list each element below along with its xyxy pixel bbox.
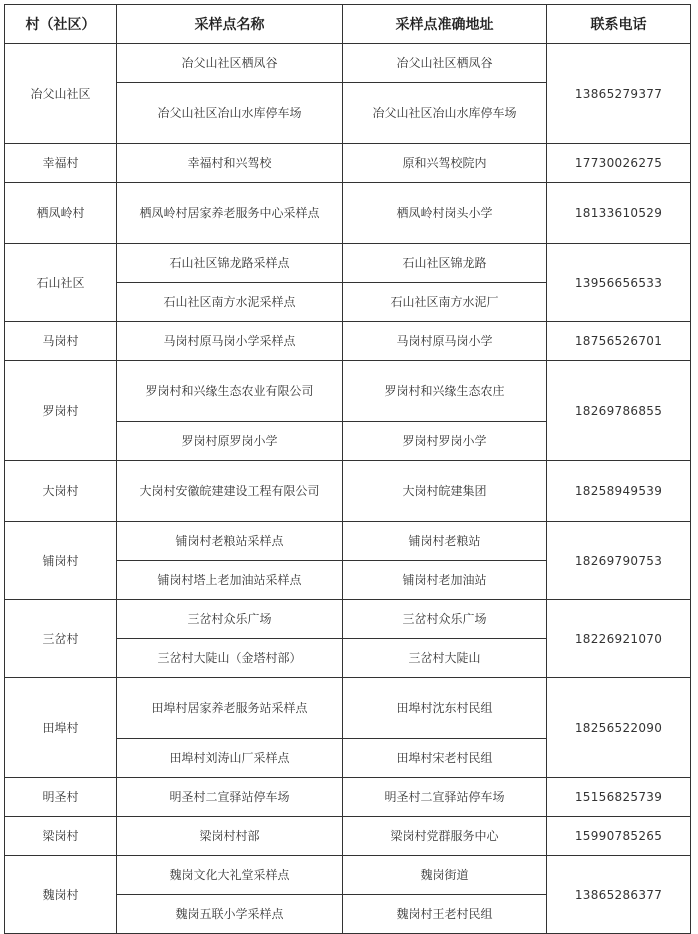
site-name-cell: 罗岗村原罗岗小学	[117, 422, 343, 461]
site-address-cell: 罗岗村罗岗小学	[343, 422, 547, 461]
site-name-cell: 栖凤岭村居家养老服务中心采样点	[117, 183, 343, 244]
site-address-cell: 冶父山社区冶山水库停车场	[343, 83, 547, 144]
site-address-cell: 田埠村沈东村民组	[343, 678, 547, 739]
village-cell: 三岔村	[5, 600, 117, 678]
site-address-cell: 石山社区锦龙路	[343, 244, 547, 283]
site-name-cell: 冶父山社区栖凤谷	[117, 44, 343, 83]
table-row	[5, 244, 691, 283]
table-body	[5, 44, 691, 934]
village-cell: 田埠村	[5, 678, 117, 778]
table-row	[5, 183, 691, 244]
site-name-cell: 田埠村居家养老服务站采样点	[117, 678, 343, 739]
site-name-cell: 梁岗村村部	[117, 817, 343, 856]
table-row	[5, 144, 691, 183]
site-address-cell: 冶父山社区栖凤谷	[343, 44, 547, 83]
phone-cell: 18226921070	[547, 600, 691, 678]
site-address-cell: 魏岗街道	[343, 856, 547, 895]
site-address-cell: 大岗村皖建集团	[343, 461, 547, 522]
site-address-cell: 原和兴驾校院内	[343, 144, 547, 183]
site-name-cell: 幸福村和兴驾校	[117, 144, 343, 183]
header-site-name: 采样点名称	[117, 5, 343, 44]
table-row	[5, 778, 691, 817]
phone-cell: 13865286377	[547, 856, 691, 934]
header-phone: 联系电话	[547, 5, 691, 44]
site-name-cell: 铺岗村老粮站采样点	[117, 522, 343, 561]
table-row	[5, 44, 691, 83]
header-village: 村（社区）	[5, 5, 117, 44]
village-cell: 冶父山社区	[5, 44, 117, 144]
site-address-cell: 梁岗村党群服务中心	[343, 817, 547, 856]
phone-cell: 18258949539	[547, 461, 691, 522]
site-address-cell: 魏岗村王老村民组	[343, 895, 547, 934]
header-site-address: 采样点准确地址	[343, 5, 547, 44]
phone-cell: 17730026275	[547, 144, 691, 183]
village-cell: 大岗村	[5, 461, 117, 522]
table-row	[5, 522, 691, 561]
village-cell: 栖凤岭村	[5, 183, 117, 244]
village-cell: 魏岗村	[5, 856, 117, 934]
site-name-cell: 石山社区锦龙路采样点	[117, 244, 343, 283]
table-row	[5, 361, 691, 422]
table-row	[5, 600, 691, 639]
site-name-cell: 石山社区南方水泥采样点	[117, 283, 343, 322]
site-address-cell: 铺岗村老粮站	[343, 522, 547, 561]
phone-cell: 18133610529	[547, 183, 691, 244]
site-address-cell: 田埠村宋老村民组	[343, 739, 547, 778]
site-address-cell: 罗岗村和兴缘生态农庄	[343, 361, 547, 422]
site-address-cell: 马岗村原马岗小学	[343, 322, 547, 361]
site-address-cell: 栖凤岭村岗头小学	[343, 183, 547, 244]
village-cell: 明圣村	[5, 778, 117, 817]
site-name-cell: 罗岗村和兴缘生态农业有限公司	[117, 361, 343, 422]
site-name-cell: 魏岗文化大礼堂采样点	[117, 856, 343, 895]
site-address-cell: 石山社区南方水泥厂	[343, 283, 547, 322]
phone-cell: 18269790753	[547, 522, 691, 600]
village-cell: 马岗村	[5, 322, 117, 361]
village-cell: 幸福村	[5, 144, 117, 183]
phone-cell: 15990785265	[547, 817, 691, 856]
site-name-cell: 三岔村大陡山（金塔村部）	[117, 639, 343, 678]
village-cell: 石山社区	[5, 244, 117, 322]
phone-cell: 15156825739	[547, 778, 691, 817]
phone-cell: 13865279377	[547, 44, 691, 144]
village-cell: 罗岗村	[5, 361, 117, 461]
phone-cell: 13956656533	[547, 244, 691, 322]
site-address-cell: 三岔村大陡山	[343, 639, 547, 678]
phone-cell: 18256522090	[547, 678, 691, 778]
sampling-points-table	[4, 4, 691, 934]
village-cell: 铺岗村	[5, 522, 117, 600]
site-name-cell: 铺岗村塔上老加油站采样点	[117, 561, 343, 600]
table-row	[5, 856, 691, 895]
site-name-cell: 冶父山社区冶山水库停车场	[117, 83, 343, 144]
table-row	[5, 678, 691, 739]
site-address-cell: 三岔村众乐广场	[343, 600, 547, 639]
phone-cell: 18269786855	[547, 361, 691, 461]
site-name-cell: 明圣村二宣驿站停车场	[117, 778, 343, 817]
header-row	[5, 5, 691, 44]
site-address-cell: 铺岗村老加油站	[343, 561, 547, 600]
table-row	[5, 322, 691, 361]
village-cell: 梁岗村	[5, 817, 117, 856]
phone-cell: 18756526701	[547, 322, 691, 361]
site-name-cell: 三岔村众乐广场	[117, 600, 343, 639]
table-row	[5, 461, 691, 522]
site-address-cell: 明圣村二宣驿站停车场	[343, 778, 547, 817]
table-row	[5, 817, 691, 856]
site-name-cell: 魏岗五联小学采样点	[117, 895, 343, 934]
table-header	[5, 5, 691, 44]
site-name-cell: 大岗村安徽皖建建设工程有限公司	[117, 461, 343, 522]
site-name-cell: 田埠村刘涛山厂采样点	[117, 739, 343, 778]
site-name-cell: 马岗村原马岗小学采样点	[117, 322, 343, 361]
